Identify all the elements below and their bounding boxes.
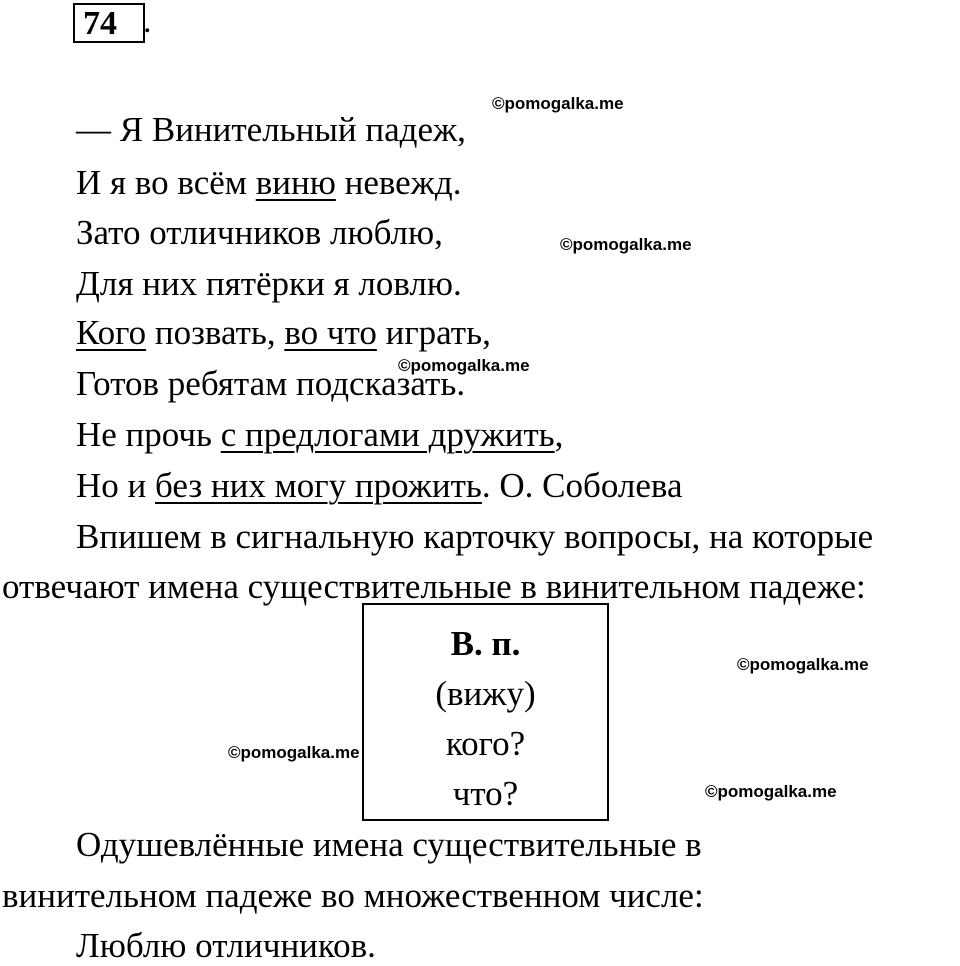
exercise-number-dot: .	[143, 3, 152, 40]
poem-line-3: Зато отличников люблю,	[76, 213, 443, 252]
underlined-word: виню	[255, 163, 336, 202]
card-question-what: что?	[452, 774, 519, 813]
poem-text: играть,	[376, 313, 491, 352]
poem-line-5	[76, 313, 491, 353]
underlined-phrase: без них могу прожить	[155, 466, 482, 505]
card-verb: (вижу)	[435, 674, 536, 713]
watermark: ©pomogalka.me	[228, 743, 360, 762]
poem-line-8	[76, 466, 682, 506]
poem-line-7	[76, 415, 563, 455]
exercise-number: 74	[73, 3, 145, 43]
task-line-2: отвечают имена существительные в винительном падеже:	[2, 567, 866, 606]
note-line-1: Одушевлённые имена существительные в	[76, 825, 702, 864]
watermark: ©pomogalka.me	[398, 356, 530, 375]
poem-text: . О. Соболева	[481, 466, 683, 505]
task-line-1: Впишем в сигнальную карточку вопросы, на которые	[76, 517, 874, 556]
poem-line-4: Для них пятёрки я ловлю.	[76, 264, 462, 303]
poem-line-2	[76, 163, 461, 203]
watermark: ©pomogalka.me	[705, 782, 837, 801]
poem-line-1: — Я Винительный падеж,	[76, 110, 466, 149]
poem-text: Но и	[76, 466, 156, 505]
card-title: В. п.	[450, 624, 521, 663]
watermark: ©pomogalka.me	[737, 655, 869, 674]
underlined-word: Кого	[76, 313, 147, 352]
signal-card	[362, 603, 609, 821]
watermark: ©pomogalka.me	[492, 94, 624, 113]
card-question-who: кого?	[445, 724, 526, 763]
poem-text: И я во всём	[76, 163, 256, 202]
poem-text: ,	[554, 415, 564, 454]
note-line-2: винительном падеже во множественном числе:	[2, 876, 704, 915]
underlined-phrase: с предлогами дружить	[220, 415, 555, 454]
poem-text: Не прочь	[76, 415, 221, 454]
poem-text: позвать,	[146, 313, 285, 352]
watermark: ©pomogalka.me	[560, 235, 692, 254]
poem-line-6: Готов ребятам подсказать.	[76, 364, 466, 403]
underlined-word: во что	[284, 313, 377, 352]
note-line-3: Люблю отличников.	[76, 926, 376, 965]
poem-text: невежд.	[335, 163, 462, 202]
